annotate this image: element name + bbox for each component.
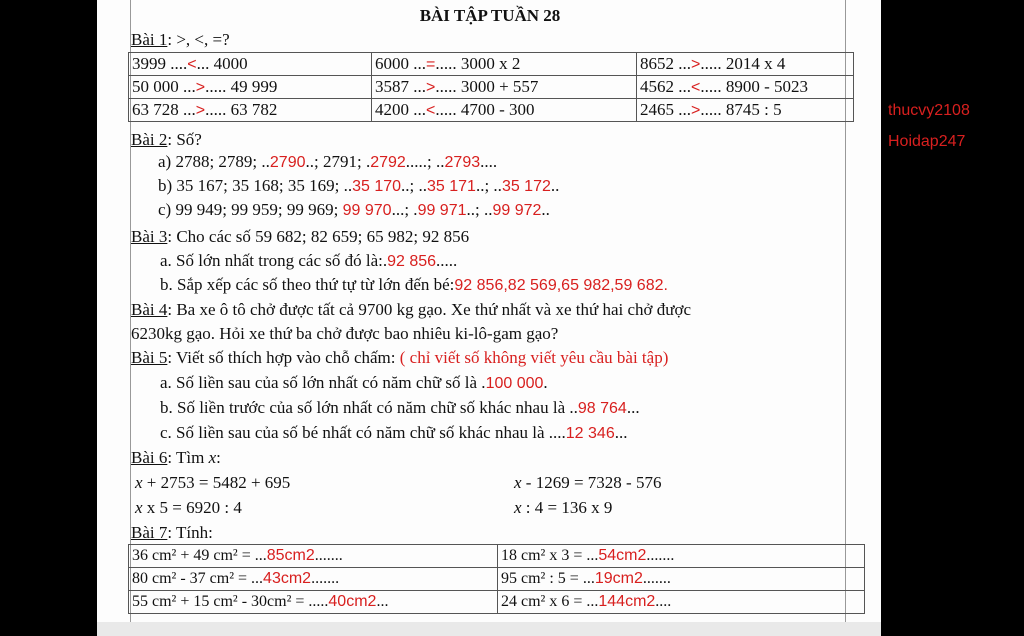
table-row: 63 728 ...>..... 63 782 4200 ...<..... 4700 - 300 2465 ...>..... 8745 : 5 [129,99,854,122]
bai4-line1: Bài 4: Ba xe ô tô chở được tất cả 9700 kg gạo. Xe thứ nhất và xe thứ hai chở được [131,300,692,319]
watermark-user: thucvy2108 [888,102,970,119]
bai7-table [128,544,865,614]
bai2-c: c) 99 949; 99 959; 99 969; 99 970...; .99 971..; ..99 972.. [158,200,550,219]
table-row: 3999 ....<... 4000 6000 ...=..... 3000 x 2 8652 ...>..... 2014 x 4 [129,53,854,76]
bai6-heading: Bài 6: Tìm x: [131,448,221,467]
right-margin [881,0,1024,636]
bai4-line2: 6230kg gạo. Hỏi xe thứ ba chở được bao nhiêu ki-lô-gam gạo? [131,324,559,343]
table-row: 50 000 ...>..... 49 999 3587 ...>..... 3000 + 557 4562 ...<..... 8900 - 5023 [129,76,854,99]
bai7-heading: Bài 7: Tính: [131,523,213,542]
bai2-heading: Bài 2: Số? [131,130,202,149]
bai5-b: b. Số liền trước của số lớn nhất có năm chữ số khác nhau là ..98 764... [160,398,640,417]
bai5-c: c. Số liền sau của số bé nhất có năm chữ số khác nhau là ....12 346... [160,423,628,442]
bai5-a: a. Số liền sau của số lớn nhất có năm chữ số là .100 000. [160,373,548,392]
table-row: 55 cm² + 15 cm² - 30cm² = .....40cm2... 24 cm² x 6 = ...144cm2.... [129,591,865,614]
bai1-heading: Bài 1: >, <, =? [131,30,230,49]
table-row: 36 cm² + 49 cm² = ...85cm2....... 18 cm² x 3 = ...54cm2....... [129,545,865,568]
page-title: BÀI TẬP TUẦN 28 [419,6,561,25]
bai2-a: a) 2788; 2789; ..2790..; 2791; .2792.....; ..2793.... [158,152,498,171]
bai5-heading: Bài 5: Viết số thích hợp vào chỗ chấm: ( chỉ viết số không viết yêu cầu bài tập) [131,348,669,367]
bottom-edge [97,622,881,636]
bai3-b: b. Sắp xếp các số theo thứ tự từ lớn đến bé:92 856,82 569,65 982,59 682. [160,275,668,294]
bai3-a: a. Số lớn nhất trong các số đó là:.92 856..... [160,251,458,270]
bai6-eq3: x x 5 = 6920 : 4 [135,498,242,517]
watermark-site: Hoidap247 [888,133,966,150]
bai1-table [128,52,854,122]
bai6-eq1: x + 2753 = 5482 + 695 [135,473,291,492]
bai6-eq2: x - 1269 = 7328 - 576 [514,473,662,492]
bai3-heading: Bài 3: Cho các số 59 682; 82 659; 65 982; 92 856 [131,227,470,246]
bai6-eq4: x : 4 = 136 x 9 [514,498,613,517]
bai2-b: b) 35 167; 35 168; 35 169; ..35 170..; ..35 171..; ..35 172.. [158,176,560,195]
table-row: 80 cm² - 37 cm² = ...43cm2....... 95 cm² : 5 = ...19cm2....... [129,568,865,591]
